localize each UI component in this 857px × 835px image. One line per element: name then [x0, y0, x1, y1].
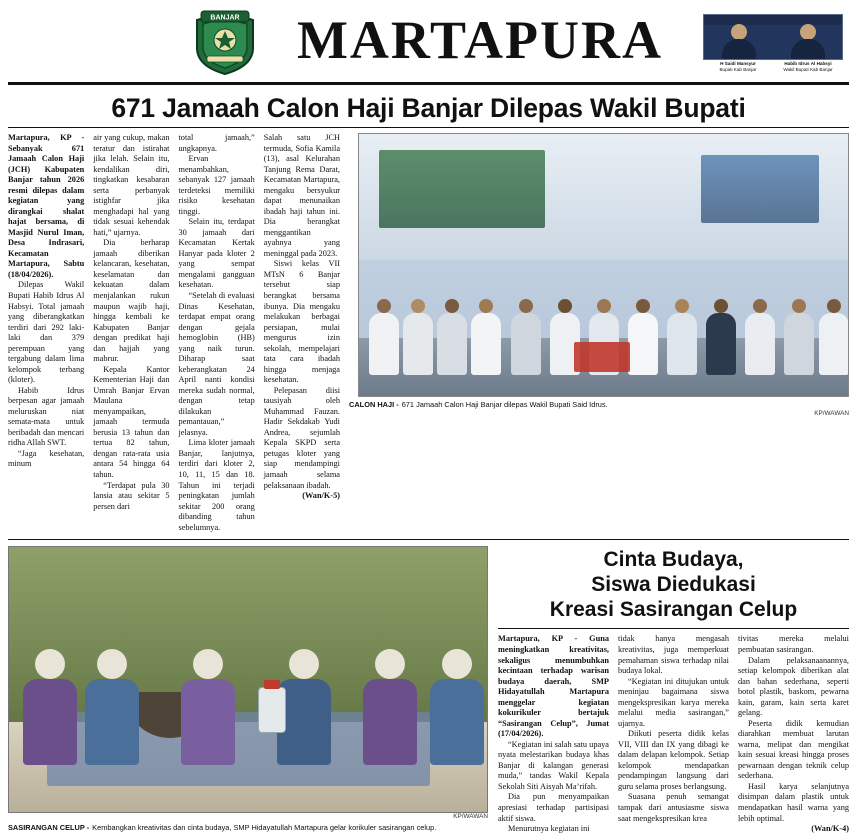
bottom-para: Dia pun menyampaikan apresiasi terhadap partisipasi aktif siswa. [498, 792, 609, 823]
bottom-section [8, 546, 849, 834]
bottom-article-photo [8, 546, 488, 813]
bottom-headline-line-1: Siswa Diedukasi [591, 572, 756, 596]
top-lead: Martapura, KP - Sebanyak 671 Jamaah Calon Haji (JCH) Kabupaten Banjar tahun 2026 resmi dilepas dalam kegiatan yang dirangkai shalat hajat bersama, di Masjid Nurul Iman, Desa Indrasari, Kecamatan Martapura, Sabtu (18/04/2026). [8, 133, 85, 279]
banjar-crest-icon [193, 10, 257, 76]
bottom-para: Menurutnya kegiatan ini [508, 824, 590, 834]
top-para: Lima kloter jamaah Banjar, lanjutnya, terdiri dari kloter 2, 10, 11, 15 dan 18. Tahun ini terjadi peningkatan jumlah sekitar 200 orang dibanding tahun sebelumnya. [178, 438, 255, 532]
top-para: “Jaga kesehatan, minum [8, 448, 85, 469]
top-para: Kepala Kantor Kementerian Haji dan Umrah Banjar Ervan Maulana menyampaikan, jamaah termuda berusia 13 tahun dan tertua 82 tahun, dengan rata-rata usia antara 54 hingga 64 tahun. [93, 364, 170, 479]
bottom-byline: (Wan/K-4) [811, 824, 849, 834]
top-para: Habib Idrus berpesan agar jamaah meluruskan niat semata-mata untuk beribadah dan mencari ridha Allah SWT. [8, 385, 85, 448]
top-article [8, 133, 849, 533]
top-photo-caption [349, 400, 849, 409]
bottom-caption-label: SASIRANGAN CELUP - [8, 823, 90, 833]
official-photo-wakil-bupati [773, 15, 842, 59]
official-role-0: Bupati Kab Banjar [719, 66, 757, 72]
bottom-article [498, 546, 849, 834]
top-para: Dia berharap jamaah diberikan kelancaran, kesehatan, keselamatan dan kekuatan dalam menjalankan rukun maupun wajib haji, hingga kembali ke Kabupaten Banjar dengan predikat haji dan hajjah yang mabrur. [93, 238, 170, 364]
top-para: total jamaah,” ungkapnya. [178, 133, 255, 153]
bottom-column-3 [738, 634, 849, 834]
bottom-photo-caption [8, 823, 488, 832]
top-para: Pelepasan diisi tausiyah oleh Muhammad Fauzan. Hadir Sekdakab Yudi Andrea, sejumlah Kepala SKPD serta petugas kloter yang siap mendampingi jamaah selama pelaksanaan ibadah. [263, 385, 340, 490]
top-article-photo [358, 133, 849, 397]
bottom-para: “Kegiatan ini salah satu upaya nyata melestarikan budaya khas Banjar di kalangan generasi muda,” tandas Wakil Kepala Sekolah Siti Aisyah Ma’rifah. [498, 739, 609, 791]
bottom-headline [498, 548, 849, 622]
bottom-para: tidak hanya mengasah kreativitas, juga memperkuat pemahaman siswa terhadap nilai budaya lokal. [618, 634, 729, 676]
top-para: Dilepas Wakil Bupati Habib Idrus Al Habsyi. Total jamaah yang diberangkatkan terdiri dari 292 laki-laki dan 379 perempuan yang tergabung dalam lima kelompok terbang (kloter). [8, 280, 85, 385]
official-name-0: H Saidi Mansyur [720, 61, 756, 67]
bottom-column-2 [618, 634, 729, 834]
bottom-caption-text: Kembangkan kreativitas dan cinta budaya, SMP Hidayatullah Martapura gelar korikuler sasirangan celup. [92, 823, 437, 833]
bottom-headline-rule [498, 628, 849, 629]
masthead-title: MARTAPURA [296, 10, 664, 70]
top-para: Salah satu JCH termuda, Sofia Kamila (13), asal Kelurahan Tanjung Rema Darat, Kecamatan Martapura, mengaku bersyukur dapat menunaikan ibadah haji tahun ini. Dia berangkat menggantikan ayahnya yang meninggal pada 2023. [263, 133, 340, 258]
bottom-para: “Kegiatan ini ditujukan untuk meninjau bagaimana siswa mengekspresikan karya mereka melalui media sasirangan,” ujarnya. [618, 676, 729, 728]
official-photo-bupati [704, 15, 773, 59]
top-byline: (Wan/K-5) [302, 491, 340, 501]
top-para: “Setelah di evaluasi Dinas Kesehatan, terdapat empat orang dengan gejala hemoglobin (HB) yang naik turun. Diharap saat keberangkatan 24 April nanti kondisi mereka sudah normal, dengan tetap dilakukan pemantauan,” jelasnya. [178, 290, 255, 437]
bottom-article-columns [498, 634, 849, 834]
bottom-headline-line-0: Cinta Budaya, [603, 548, 744, 572]
bottom-para: Peserta didik kemudian diarahkan membuat larutan warna, melipat dan mengikat kain sesuai kreasi hingga proses pewarnaan dengan teknik celup sederhana. [738, 718, 849, 781]
official-role-1: Wakil Bupati Kab Banjar [783, 66, 833, 72]
officials-photos [703, 14, 843, 72]
top-caption-label: CALON HAJI - [349, 400, 399, 409]
top-photo-credit: KP/WAWAN [814, 410, 849, 418]
svg-text:BANJAR: BANJAR [210, 14, 240, 22]
masthead [8, 4, 849, 85]
bottom-para: Diikuti peserta didik kelas VII, VIII dan IX yang dibagi ke dalam delapan kelompok. Setiap kelompok mendapatkan pendampingan langsung dari guru selama proses berlangsung. [618, 729, 729, 791]
top-para: Selain itu, terdapat 30 jamaah dari Kecamatan Kertak Hanyar pada kloter 2 yang sempat mengalami gangguan kesehatan. [178, 217, 255, 290]
top-column-4 [264, 133, 340, 533]
top-para: “Terdapat pula 30 lansia atau sekitar 5 persen dari [93, 480, 170, 511]
section-divider [8, 539, 849, 540]
bottom-para: Dalam pelaksanaanannya, setiap kelompok diberikan alat dan bahan sederhana, seperti botol plastik, baskom, pewarna kain, garam, kain serta karet gelang. [738, 655, 849, 718]
main-headline: 671 Jamaah Calon Haji Banjar Dilepas Wakil Bupati [111, 93, 746, 123]
newspaper-page [0, 4, 857, 834]
top-para: Ervan menambahkan, sebanyak 127 jamaah terdeteksi memiliki risiko kesehatan tinggi. [178, 154, 255, 216]
bottom-headline-line-2: Kreasi Sasirangan Celup [549, 597, 798, 621]
top-column-2 [93, 133, 169, 533]
bottom-column-1 [498, 634, 609, 834]
bottom-lead: Martapura, KP - Guna meningkatkan kreativitas, sekaligus menumbuhkan kecintaan terhadap warisan budaya daerah, SMP Hidayatullah Martapura menggelar kegiatan kokurikuler bertajuk “Sasirangan Celup”, Jumat (17/04/2026). [498, 634, 609, 739]
top-para: air yang cukup, makan teratur dan istirahat jika lelah. Selain itu, kendalikan diri, tingkatkan kesabaran serta perbanyak istighfar jika menghadapi hal yang tidak sesuai kehendak hati,” ujarnya. [93, 133, 170, 237]
bottom-para: Suasana penuh semangat tampak dari antusiasme siswa saat mengekspresikan krea [618, 792, 729, 823]
bottom-photo-credit: KP/WAWAN [453, 813, 488, 821]
top-column-1 [8, 133, 84, 533]
official-name-1: Habib Idrus Al Habsyi [784, 61, 832, 67]
top-caption-text: 671 Jamaah Calon Haji Banjar dilepas Wakil Bupati Said Idrus. [401, 400, 608, 409]
bottom-para: Hasil karya selanjutnya disimpan dalam plastik untuk mendapatkan hasil warna yang lebih optimal. [738, 781, 849, 823]
headline-rule [8, 127, 849, 128]
top-column-3 [179, 133, 255, 533]
top-para: Siswi kelas VII MTsN 6 Banjar tersebut siap berangkat bersama ibunya. Dia mengaku melakukan berbagai persiapan, mulai mengurus izin sekolah, mempelajari tata cara ibadah hingga menjaga kesehatan. [263, 259, 340, 385]
bottom-para: tivitas mereka melalui pembuatan sasirangan. [738, 634, 849, 655]
top-article-columns [8, 133, 340, 533]
